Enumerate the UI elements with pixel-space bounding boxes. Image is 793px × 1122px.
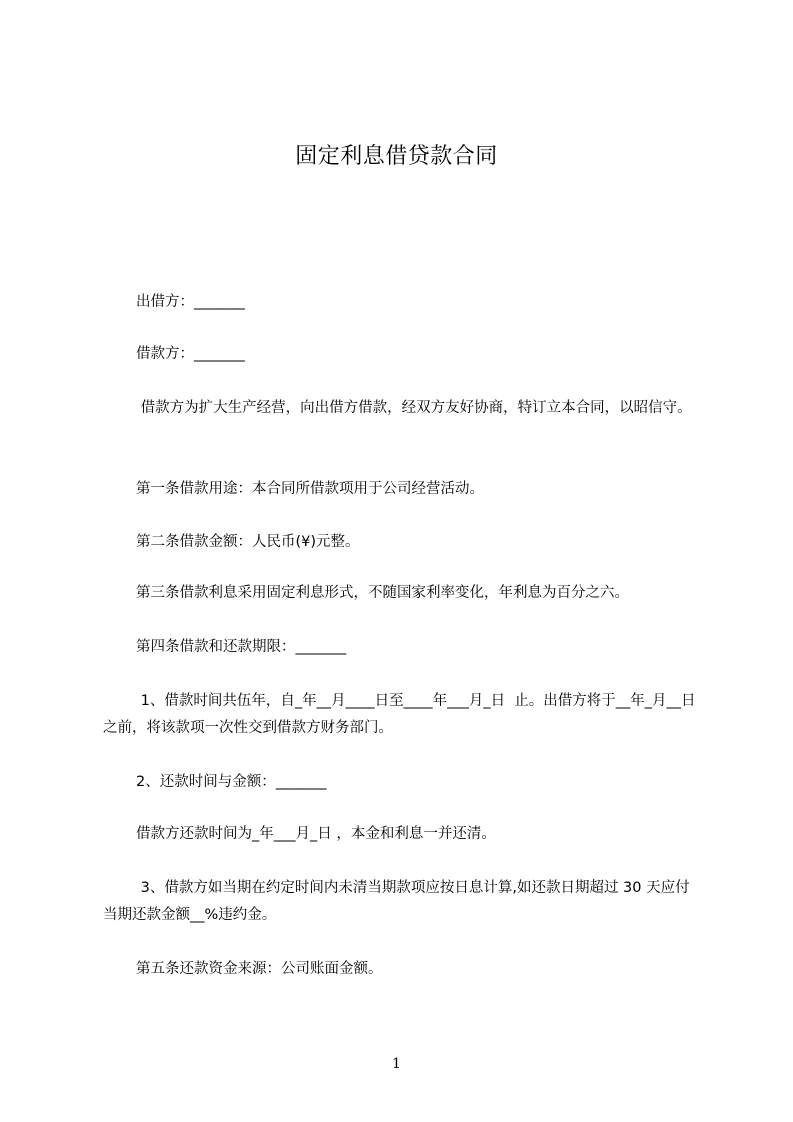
article-2-paragraph: 第二条借款金额：人民币(¥)元整。: [136, 534, 360, 550]
article-4-paragraph: 第四条借款和还款期限：_______: [136, 639, 347, 655]
penalty-paragraph: 3、借款方如当期在约定时间内未清当期款项应按日息计算,如还款日期超过 30 天应付当期还款金额__%违约金。: [103, 880, 690, 923]
article-5-paragraph: 第五条还款资金来源：公司账面金额。: [136, 961, 383, 977]
borrower-line: 借款方：_______: [136, 346, 245, 362]
article-1-paragraph: 第一条借款用途：本合同所借款项用于公司经营活动。: [136, 481, 484, 497]
article-3-paragraph: 第三条借款利息采用固定利息形式，不随国家利率变化，年利息为百分之六。: [136, 585, 629, 601]
repayment-heading-paragraph: 2、还款时间与金额：_______: [136, 774, 327, 790]
document-title: 固定利息借贷款合同: [295, 144, 498, 169]
repayment-time-paragraph: 借款方还款时间为_年___月_日 ，本金和利息一并还清。: [136, 826, 496, 842]
lender-line: 出借方：_______: [136, 294, 245, 310]
preamble-paragraph: 借款方为扩大生产经营，向出借方借款，经双方友好协商，特订立本合同，以昭信守。: [136, 400, 692, 416]
page-number: 1: [392, 1056, 401, 1072]
loan-term-paragraph: 1、借款时间共伍年，自_年__月____日至____年___月_日 止。出借方将于__年_月__日之前，将该款项一次性交到借款方财务部门。: [103, 693, 696, 736]
